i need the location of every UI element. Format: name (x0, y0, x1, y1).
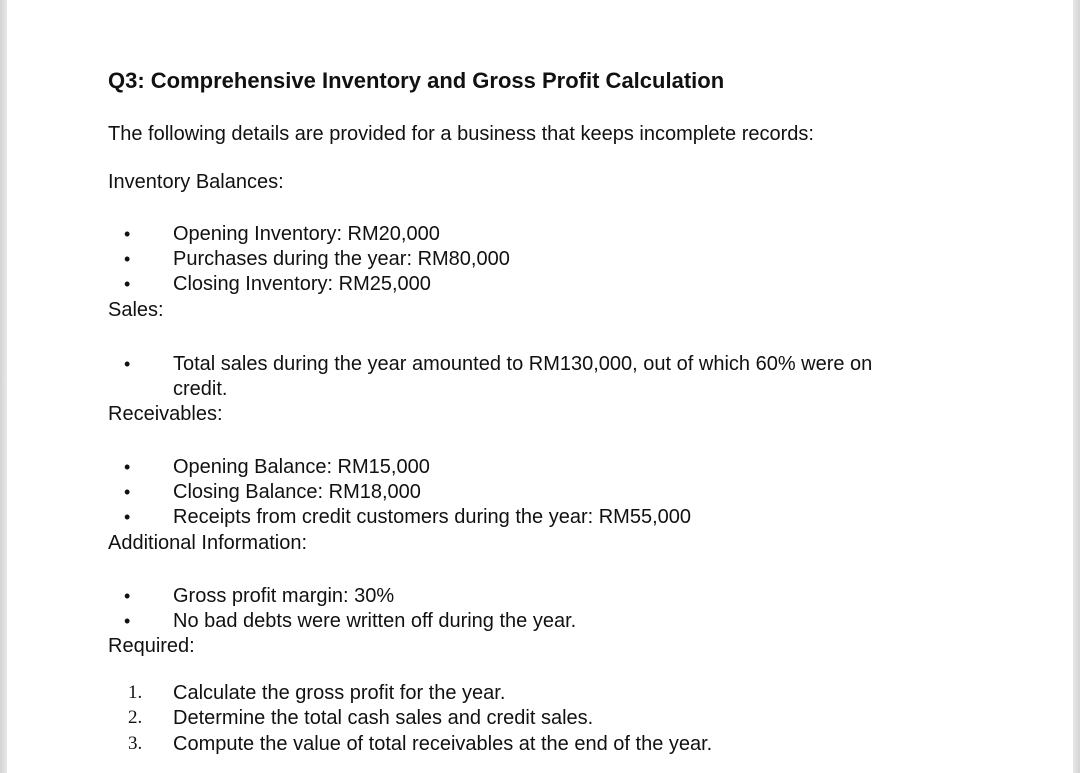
required-item: Compute the value of total receivables at the end of the year. (173, 733, 713, 755)
bullet-icon: • (124, 457, 131, 477)
bullet-icon: • (124, 354, 131, 374)
page-title: Q3: Comprehensive Inventory and Gross Profit Calculation (108, 68, 725, 93)
bullet-icon: • (124, 249, 131, 269)
page-shadow-right (1073, 0, 1080, 773)
required-heading: Required: (108, 635, 195, 657)
additional-heading: Additional Information: (108, 532, 308, 554)
bullet-icon: • (124, 224, 131, 244)
list-number: 3. (128, 733, 143, 754)
bullet-icon: • (124, 274, 131, 294)
list-item: No bad debts were written off during the year. (173, 610, 577, 632)
list-item: Opening Inventory: RM20,000 (173, 223, 440, 245)
list-item: Closing Balance: RM18,000 (173, 481, 421, 503)
bullet-icon: • (124, 507, 131, 527)
inventory-heading: Inventory Balances: (108, 171, 284, 193)
list-item: Total sales during the year amounted to RM130,000, out of which 60% were on (173, 353, 873, 375)
list-item: Gross profit margin: 30% (173, 585, 395, 607)
receivables-heading: Receivables: (108, 403, 223, 425)
bullet-icon: • (124, 611, 131, 631)
required-item: Calculate the gross profit for the year. (173, 682, 506, 704)
sales-heading: Sales: (108, 299, 164, 321)
list-item: Opening Balance: RM15,000 (173, 456, 430, 478)
list-item: Purchases during the year: RM80,000 (173, 248, 510, 270)
list-number: 1. (128, 682, 143, 703)
list-number: 2. (128, 707, 143, 728)
list-item-continuation: credit. (173, 378, 228, 400)
intro-text: The following details are provided for a business that keeps incomplete records: (108, 123, 814, 145)
page-shadow-left (0, 0, 7, 773)
list-item: Closing Inventory: RM25,000 (173, 273, 431, 295)
bullet-icon: • (124, 586, 131, 606)
bullet-icon: • (124, 482, 131, 502)
required-item: Determine the total cash sales and credit sales. (173, 707, 594, 729)
list-item: Receipts from credit customers during the year: RM55,000 (173, 506, 691, 528)
